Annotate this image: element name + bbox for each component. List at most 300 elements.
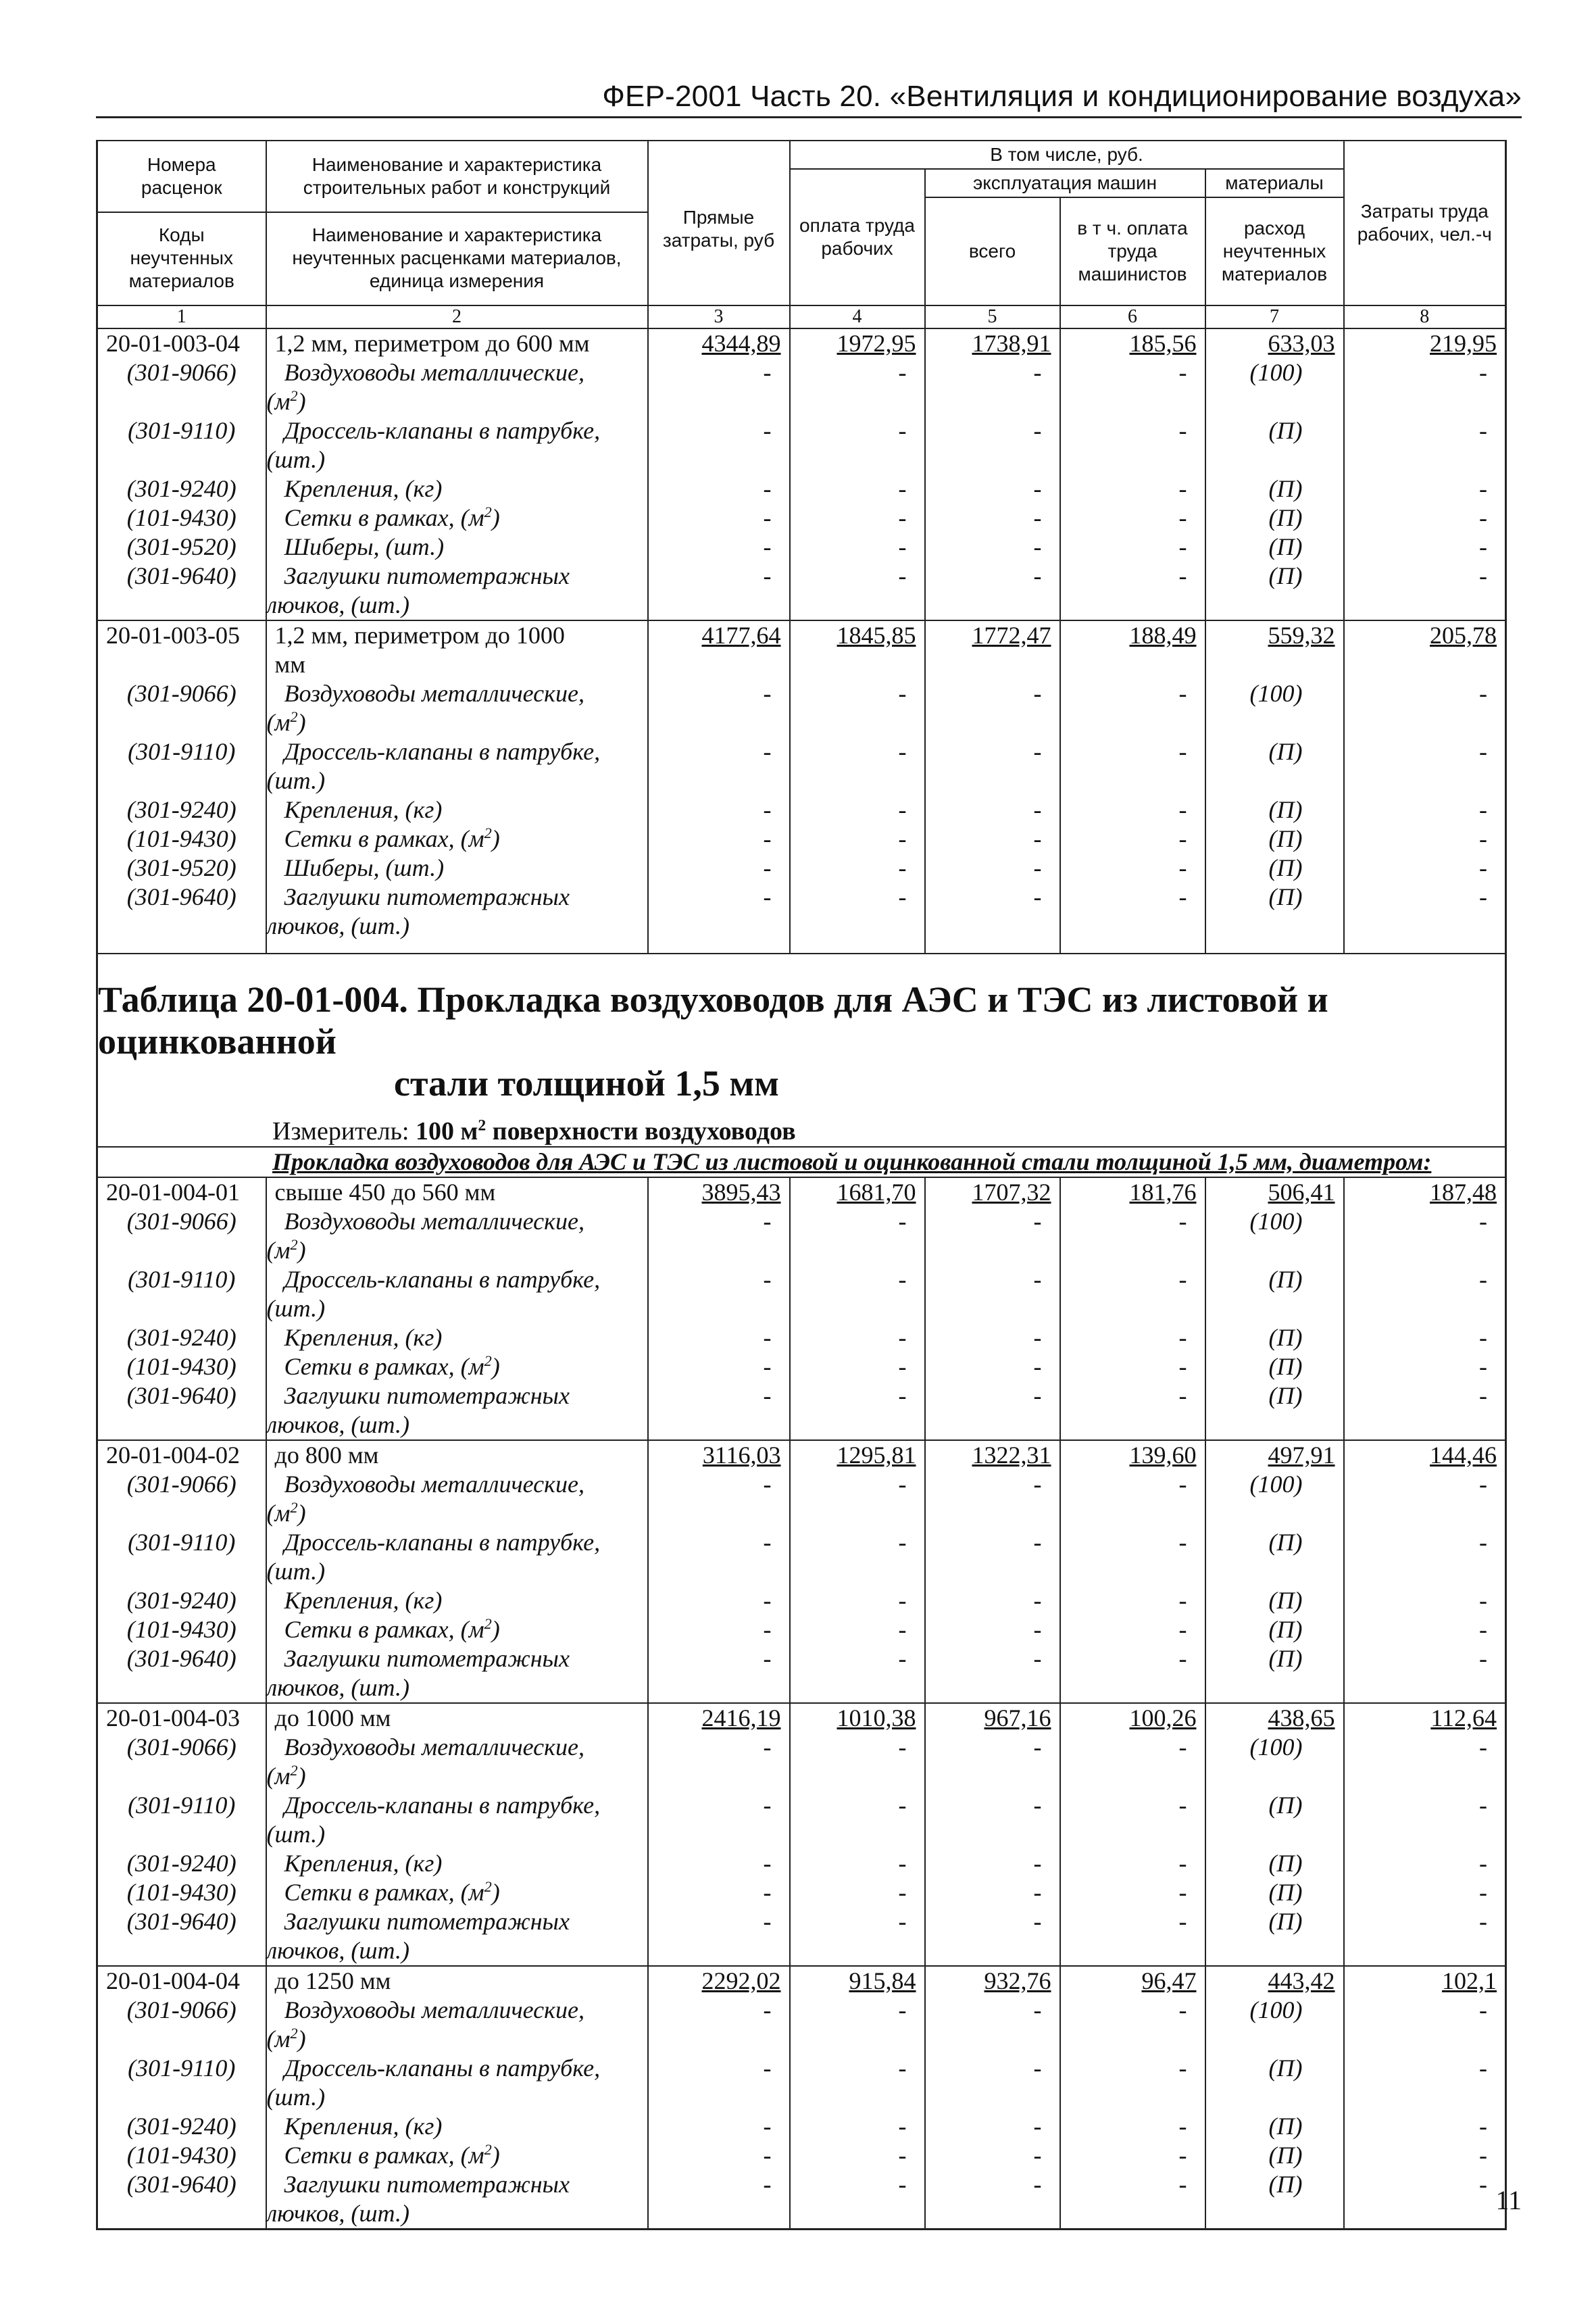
empty-value-dash: - [1344, 358, 1506, 416]
empty-value-dash: - [1060, 533, 1205, 562]
material-unit-text: (шт.) [266, 1821, 326, 1848]
rate-name [266, 1703, 648, 1733]
material-row [97, 1470, 1506, 1528]
empty-value-dash: - [790, 562, 925, 620]
material-code: (301-9640) [97, 883, 266, 941]
material-name-text: Сетки в рамках, $(м^2)$ [284, 1352, 500, 1380]
empty-value-dash: - [925, 679, 1060, 737]
material-row [97, 474, 1506, 503]
empty-value-dash: - [790, 1644, 925, 1703]
empty-value-dash: - [1344, 679, 1506, 737]
material-code: (101-9430) [97, 1352, 266, 1381]
empty-value-dash: - [648, 737, 790, 795]
empty-value-dash: - [1344, 795, 1506, 824]
empty-value-dash: - [1344, 2054, 1506, 2112]
material-code: (301-9066) [97, 1733, 266, 1791]
material-code: (301-9640) [97, 1907, 266, 1966]
material-name [266, 1207, 648, 1265]
empty-value-dash: - [1344, 1849, 1506, 1878]
rate-code: 20-01-003-04 [97, 328, 266, 358]
rate-value-col3: 4344,89 [648, 328, 790, 358]
material-row [97, 1586, 1506, 1615]
rate-value-col3: 4177,64 [648, 620, 790, 679]
material-unit-text: $(м^2)$ [266, 1236, 306, 1264]
empty-value-dash: - [1060, 1586, 1205, 1615]
rate-code: 20-01-003-05 [97, 620, 266, 679]
empty-value-dash: - [648, 1907, 790, 1966]
material-code: (301-9066) [97, 1470, 266, 1528]
material-name-text: Крепления, (кг) [284, 796, 443, 823]
rate-value-col3: 3895,43 [648, 1177, 790, 1207]
material-consumption: (100) [1205, 1470, 1344, 1528]
machines-header: эксплуатация машин [925, 169, 1205, 197]
empty-value-dash: - [790, 416, 925, 474]
material-row [97, 1733, 1506, 1791]
material-name-text: Крепления, (кг) [284, 2113, 443, 2140]
empty-value-dash: - [1344, 737, 1506, 795]
material-code: (101-9430) [97, 503, 266, 533]
document-header-title: ФЕР-2001 Часть 20. «Вентиляция и кондиционирование воздуха» [602, 80, 1522, 113]
material-name-text: Заглушки питометражных [284, 562, 570, 589]
material-unit-text: (шт.) [266, 446, 326, 473]
column-number-6: 6 [1060, 305, 1205, 328]
material-consumption: (100) [1205, 1733, 1344, 1791]
material-code: (101-9430) [97, 824, 266, 854]
empty-value-dash: - [1060, 1352, 1205, 1381]
empty-value-dash: - [1060, 1878, 1205, 1907]
empty-value-dash: - [925, 854, 1060, 883]
material-row [97, 1791, 1506, 1849]
empty-value-dash: - [648, 562, 790, 620]
empty-value-dash: - [925, 1615, 1060, 1644]
material-row [97, 2054, 1506, 2112]
material-name-text: Шиберы, (шт.) [284, 854, 445, 881]
material-name [266, 358, 648, 416]
material-row [97, 883, 1506, 941]
rate-row [97, 1177, 1506, 1207]
material-code: (301-9240) [97, 795, 266, 824]
empty-value-dash: - [790, 824, 925, 854]
empty-value-dash: - [1060, 883, 1205, 941]
material-consumption: (П) [1205, 2170, 1344, 2230]
rate-code: 20-01-004-04 [97, 1966, 266, 1996]
rate-value-col4: 1010,38 [790, 1703, 925, 1733]
empty-value-dash: - [790, 1470, 925, 1528]
empty-value-dash: - [790, 1615, 925, 1644]
subheading-row [97, 1147, 1506, 1177]
rate-value-col4: 1681,70 [790, 1177, 925, 1207]
empty-value-dash: - [790, 1323, 925, 1352]
material-unit-text: лючков, (шт.) [266, 2200, 409, 2227]
material-code: (301-9640) [97, 2170, 266, 2230]
empty-value-dash: - [925, 2054, 1060, 2112]
material-unit-text: лючков, (шт.) [266, 591, 409, 618]
material-name [266, 1791, 648, 1849]
empty-value-dash: - [1344, 1878, 1506, 1907]
material-consumption: (П) [1205, 1265, 1344, 1323]
spacer-cell [648, 941, 790, 954]
material-consumption: (П) [1205, 1615, 1344, 1644]
empty-value-dash: - [925, 1791, 1060, 1849]
material-consumption: (П) [1205, 737, 1344, 795]
rate-value-col5: 1738,91 [925, 328, 1060, 358]
material-unit-text: (шт.) [266, 1558, 326, 1585]
empty-value-dash: - [925, 1644, 1060, 1703]
empty-value-dash: - [925, 1849, 1060, 1878]
material-code: (301-9520) [97, 854, 266, 883]
empty-value-dash: - [790, 2112, 925, 2141]
material-name [266, 2141, 648, 2170]
rate-value-col4: 915,84 [790, 1966, 925, 1996]
empty-value-dash: - [648, 358, 790, 416]
rate-value-col5: 1322,31 [925, 1440, 1060, 1470]
empty-value-dash: - [1060, 1470, 1205, 1528]
rate-value-col8: 187,48 [1344, 1177, 1506, 1207]
spacer-cell [97, 941, 266, 954]
rate-value-col3: 2292,02 [648, 1966, 790, 1996]
rate-value-col5: 1772,47 [925, 620, 1060, 679]
material-consumption: (П) [1205, 2054, 1344, 2112]
material-name [266, 824, 648, 854]
empty-value-dash: - [648, 2054, 790, 2112]
empty-value-dash: - [1344, 503, 1506, 533]
material-name-text: Дроссель-клапаны в патрубке, [284, 2054, 601, 2082]
empty-value-dash: - [1344, 2141, 1506, 2170]
material-unit-text: $(м^2)$ [266, 708, 306, 736]
material-name-text: Сетки в рамках, $(м^2)$ [284, 1878, 500, 1906]
empty-value-dash: - [925, 824, 1060, 854]
material-row [97, 416, 1506, 474]
material-name-text: Заглушки питометражных [284, 1382, 570, 1409]
material-name [266, 474, 648, 503]
empty-value-dash: - [925, 1878, 1060, 1907]
col1-header [97, 141, 266, 305]
empty-value-dash: - [1060, 1791, 1205, 1849]
empty-value-dash: - [1344, 883, 1506, 941]
material-name [266, 562, 648, 620]
material-consumption: (П) [1205, 2112, 1344, 2141]
rate-name-text: свыше 450 до 560 мм [274, 1179, 496, 1206]
material-row [97, 2112, 1506, 2141]
empty-value-dash: - [790, 533, 925, 562]
empty-value-dash: - [1060, 2141, 1205, 2170]
empty-value-dash: - [648, 1381, 790, 1440]
material-name [266, 795, 648, 824]
material-consumption: (П) [1205, 1528, 1344, 1586]
material-consumption: (100) [1205, 679, 1344, 737]
material-name [266, 1644, 648, 1703]
rate-name [266, 1966, 648, 1996]
material-name [266, 2054, 648, 2112]
empty-value-dash: - [1060, 795, 1205, 824]
material-name-text: Дроссель-клапаны в патрубке, [284, 738, 601, 765]
empty-value-dash: - [1060, 854, 1205, 883]
empty-value-dash: - [1344, 854, 1506, 883]
material-name-text: Воздуховоды металлические, [284, 680, 584, 707]
material-row [97, 1323, 1506, 1352]
empty-value-dash: - [1344, 1791, 1506, 1849]
spacer-cell [1205, 941, 1344, 954]
material-name [266, 883, 648, 941]
rate-value-col4: 1972,95 [790, 328, 925, 358]
column-number-7: 7 [1205, 305, 1344, 328]
material-name-text: Дроссель-клапаны в патрубке, [284, 1529, 601, 1556]
material-name [266, 1733, 648, 1791]
empty-value-dash: - [925, 1207, 1060, 1265]
empty-value-dash: - [790, 737, 925, 795]
empty-value-dash: - [925, 1470, 1060, 1528]
material-consumption: (П) [1205, 854, 1344, 883]
col8-header: Затраты труда рабочих, чел.-ч [1344, 141, 1506, 305]
empty-value-dash: - [1344, 1615, 1506, 1644]
empty-value-dash: - [648, 1352, 790, 1381]
material-row [97, 358, 1506, 416]
material-code: (301-9066) [97, 358, 266, 416]
empty-value-dash: - [925, 533, 1060, 562]
material-name [266, 1849, 648, 1878]
rate-value-col3: 3116,03 [648, 1440, 790, 1470]
empty-value-dash: - [648, 1528, 790, 1586]
material-code: (301-9520) [97, 533, 266, 562]
empty-value-dash: - [1060, 474, 1205, 503]
material-unit-text: $(м^2)$ [266, 387, 306, 415]
empty-value-dash: - [925, 737, 1060, 795]
material-name-text: Заглушки питометражных [284, 883, 570, 910]
empty-value-dash: - [1060, 1528, 1205, 1586]
material-name [266, 854, 648, 883]
empty-value-dash: - [1344, 1470, 1506, 1528]
column-number-1: 1 [97, 305, 266, 328]
empty-value-dash: - [1344, 1528, 1506, 1586]
empty-value-dash: - [790, 2054, 925, 2112]
material-code: (301-9240) [97, 1849, 266, 1878]
material-row [97, 795, 1506, 824]
rate-row [97, 1703, 1506, 1733]
material-name-text: Дроссель-клапаны в патрубке, [284, 1266, 601, 1293]
material-name [266, 1878, 648, 1907]
rate-name-text: до 800 мм [274, 1442, 379, 1469]
rate-value-col6: 181,76 [1060, 1177, 1205, 1207]
material-consumption: (100) [1205, 1207, 1344, 1265]
material-name-text: Заглушки питометражных [284, 2171, 570, 2198]
material-name-text: Воздуховоды металлические, [284, 359, 584, 386]
rate-row [97, 1440, 1506, 1470]
empty-value-dash: - [1060, 1323, 1205, 1352]
rate-value-col5: 932,76 [925, 1966, 1060, 1996]
material-name [266, 1586, 648, 1615]
material-consumption: (П) [1205, 1586, 1344, 1615]
rate-value-col8: 219,95 [1344, 328, 1506, 358]
material-code: (301-9640) [97, 1381, 266, 1440]
column-number-8: 8 [1344, 305, 1506, 328]
material-unit-text: $(м^2)$ [266, 2025, 306, 2052]
material-code: (101-9430) [97, 2141, 266, 2170]
material-row [97, 1615, 1506, 1644]
material-name [266, 1528, 648, 1586]
empty-value-dash: - [648, 795, 790, 824]
rate-name-text: до 1250 мм [274, 1967, 391, 1994]
material-consumption: (П) [1205, 1907, 1344, 1966]
empty-value-dash: - [790, 1878, 925, 1907]
material-code: (301-9640) [97, 562, 266, 620]
material-unit-text: лючков, (шт.) [266, 912, 409, 939]
empty-value-dash: - [648, 2112, 790, 2141]
rate-name-text: 1,2 мм, периметром до 1000 [274, 622, 565, 649]
empty-value-dash: - [925, 1352, 1060, 1381]
empty-value-dash: - [1344, 824, 1506, 854]
empty-value-dash: - [648, 1470, 790, 1528]
material-code: (301-9110) [97, 416, 266, 474]
empty-value-dash: - [648, 2141, 790, 2170]
empty-value-dash: - [790, 2141, 925, 2170]
material-name-text: Воздуховоды металлические, [284, 1471, 584, 1498]
material-unit-text: (шт.) [266, 2084, 326, 2111]
rate-row [97, 1966, 1506, 1996]
empty-value-dash: - [1344, 416, 1506, 474]
empty-value-dash: - [648, 1644, 790, 1703]
rate-value-col7: 506,41 [1205, 1177, 1344, 1207]
empty-value-dash: - [925, 1265, 1060, 1323]
empty-value-dash: - [925, 795, 1060, 824]
material-code: (301-9110) [97, 1265, 266, 1323]
rate-value-col6: 100,26 [1060, 1703, 1205, 1733]
empty-value-dash: - [790, 1733, 925, 1791]
material-consumption: (П) [1205, 795, 1344, 824]
material-name-text: Дроссель-клапаны в патрубке, [284, 1792, 601, 1819]
material-name-text: Сетки в рамках, $(м^2)$ [284, 503, 500, 531]
column-number-5: 5 [925, 305, 1060, 328]
empty-value-dash: - [925, 1323, 1060, 1352]
material-row [97, 1381, 1506, 1440]
empty-value-dash: - [1060, 416, 1205, 474]
material-name-text: Дроссель-клапаны в патрубке, [284, 417, 601, 444]
material-consumption: (П) [1205, 562, 1344, 620]
material-row [97, 2170, 1506, 2230]
rate-name-text: 1,2 мм, периметром до 600 мм [274, 330, 590, 357]
material-consumption: (П) [1205, 883, 1344, 941]
empty-value-dash: - [790, 1586, 925, 1615]
material-unit-text: лючков, (шт.) [266, 1674, 409, 1701]
empty-value-dash: - [790, 1207, 925, 1265]
material-consumption: (П) [1205, 2141, 1344, 2170]
empty-value-dash: - [790, 1849, 925, 1878]
spacer-cell [1060, 941, 1205, 954]
empty-value-dash: - [1060, 1733, 1205, 1791]
material-consumption: (П) [1205, 1878, 1344, 1907]
rate-name [266, 328, 648, 358]
empty-value-dash: - [648, 854, 790, 883]
empty-value-dash: - [648, 416, 790, 474]
material-consumption: (П) [1205, 1352, 1344, 1381]
rate-name [266, 1440, 648, 1470]
rate-code: 20-01-004-02 [97, 1440, 266, 1470]
material-name [266, 503, 648, 533]
empty-value-dash: - [925, 883, 1060, 941]
empty-value-dash: - [648, 1323, 790, 1352]
material-row [97, 854, 1506, 883]
rate-name-text: до 1000 мм [274, 1704, 391, 1731]
empty-value-dash: - [1344, 2112, 1506, 2141]
empty-value-dash: - [790, 1996, 925, 2054]
rate-value-col6: 185,56 [1060, 328, 1205, 358]
material-code: (301-9066) [97, 679, 266, 737]
empty-value-dash: - [648, 1996, 790, 2054]
material-code: (301-9240) [97, 1586, 266, 1615]
empty-value-dash: - [1060, 503, 1205, 533]
meter-value: 100 $м^2$ поверхности воздуховодов [416, 1116, 796, 1146]
rate-code: 20-01-004-01 [97, 1177, 266, 1207]
empty-value-dash: - [925, 1733, 1060, 1791]
empty-value-dash: - [925, 416, 1060, 474]
material-row [97, 1644, 1506, 1703]
material-code: (301-9110) [97, 1791, 266, 1849]
empty-value-dash: - [1060, 2112, 1205, 2141]
material-row [97, 1849, 1506, 1878]
empty-value-dash: - [648, 1791, 790, 1849]
empty-value-dash: - [648, 1849, 790, 1878]
empty-value-dash: - [790, 1352, 925, 1381]
spacer-row [97, 941, 1506, 954]
rate-row [97, 328, 1506, 358]
empty-value-dash: - [1060, 358, 1205, 416]
material-name [266, 1907, 648, 1966]
material-name [266, 1265, 648, 1323]
material-unit-text: лючков, (шт.) [266, 1937, 409, 1964]
rates-table [96, 140, 1507, 2230]
empty-value-dash: - [1060, 824, 1205, 854]
material-consumption: (П) [1205, 1644, 1344, 1703]
empty-value-dash: - [790, 503, 925, 533]
empty-value-dash: - [648, 474, 790, 503]
empty-value-dash: - [1344, 1207, 1506, 1265]
material-name [266, 1470, 648, 1528]
col5-header: всего [925, 197, 1060, 305]
empty-value-dash: - [925, 2141, 1060, 2170]
header-rule [96, 116, 1522, 118]
material-code: (301-9066) [97, 1996, 266, 2054]
empty-value-dash: - [1344, 1644, 1506, 1703]
material-unit-text: $(м^2)$ [266, 1499, 306, 1527]
material-code: (301-9110) [97, 2054, 266, 2112]
empty-value-dash: - [1060, 679, 1205, 737]
material-row [97, 1528, 1506, 1586]
col1-header-bottom: Коды неучтенных материалов [128, 224, 234, 291]
rate-value-col7: 497,91 [1205, 1440, 1344, 1470]
material-name-text: Крепления, (кг) [284, 1587, 443, 1614]
rate-name [266, 620, 648, 679]
empty-value-dash: - [1344, 1265, 1506, 1323]
material-consumption: (П) [1205, 1381, 1344, 1440]
material-row [97, 1907, 1506, 1966]
material-row [97, 1207, 1506, 1265]
empty-value-dash: - [1344, 1323, 1506, 1352]
rate-name-text-cont: мм [274, 651, 306, 678]
rate-value-col4: 1295,81 [790, 1440, 925, 1470]
empty-value-dash: - [648, 1615, 790, 1644]
rate-value-col6: 188,49 [1060, 620, 1205, 679]
rate-value-col7: 559,32 [1205, 620, 1344, 679]
empty-value-dash: - [790, 679, 925, 737]
table-title-line1: Таблица 20-01-004. Прокладка воздуховодов для АЭС и ТЭС из листовой и оцинкованной [98, 979, 1328, 1062]
empty-value-dash: - [1060, 737, 1205, 795]
material-consumption: (П) [1205, 1849, 1344, 1878]
material-name [266, 533, 648, 562]
material-consumption: (П) [1205, 1323, 1344, 1352]
empty-value-dash: - [1344, 533, 1506, 562]
material-name [266, 1615, 648, 1644]
material-code: (301-9640) [97, 1644, 266, 1703]
spacer-cell [1344, 941, 1506, 954]
